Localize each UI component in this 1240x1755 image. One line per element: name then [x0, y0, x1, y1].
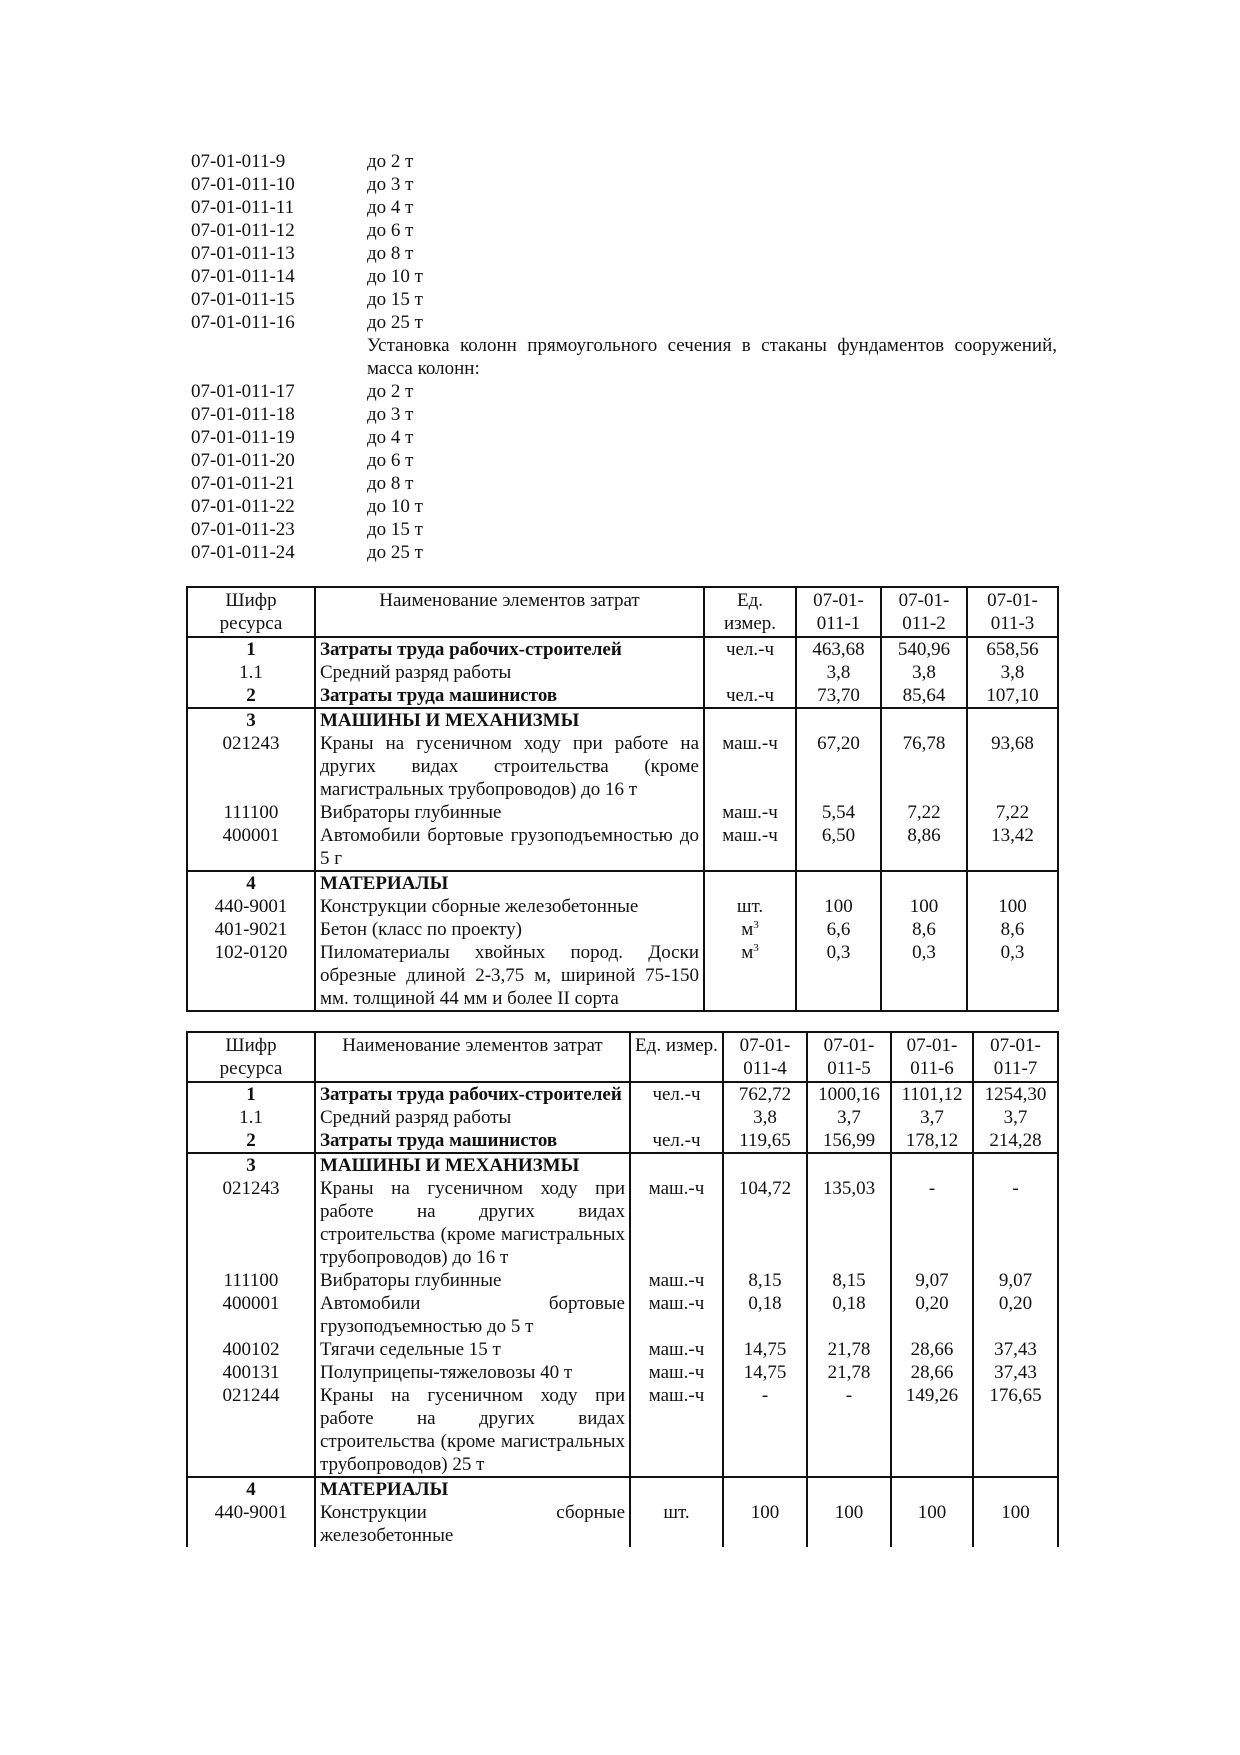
unit-text: м: [741, 942, 754, 963]
cost-element-name: МАШИНЫ И МЕХАНИЗМЫ: [315, 1153, 630, 1177]
norm-value: [796, 871, 881, 895]
norm-value: 0,18: [807, 1292, 891, 1338]
unit-of-measure: [704, 941, 796, 1011]
resource-code: 021244: [187, 1384, 315, 1477]
table-header-row: [187, 1032, 1058, 1082]
cost-element-name: Затраты труда рабочих-строителей: [315, 637, 704, 661]
cost-element-name: Бетон (класс по проекту): [315, 918, 704, 941]
unit-of-measure: [704, 708, 796, 732]
unit-of-measure: [630, 1384, 723, 1477]
norm-value: 8,6: [881, 918, 967, 941]
norm-mass: до 8 т: [367, 473, 414, 494]
norm-value: 3,7: [807, 1106, 891, 1129]
norm-code: 07-01-011-20: [191, 450, 295, 471]
unit-text: маш.-ч: [722, 733, 778, 754]
norm-code: 07-01-011-22: [191, 496, 295, 517]
table-row: [187, 1269, 1058, 1292]
cost-element-name: Автомобили бортовые грузоподъемностью до 5 г: [315, 824, 704, 871]
norm-code: 07-01-011-23: [191, 519, 295, 540]
norm-value: 100: [891, 1501, 973, 1547]
resource-code: 111100: [187, 1269, 315, 1292]
cost-table-2: [186, 1031, 1059, 1547]
table-row: [187, 1292, 1058, 1338]
unit-text: чел.-ч: [725, 685, 775, 706]
unit-superscript: 3: [753, 919, 759, 931]
norm-value: [967, 708, 1058, 732]
resource-code: 401-9021: [187, 918, 315, 941]
unit-text: маш.-ч: [722, 802, 778, 823]
resource-code: 3: [187, 1153, 315, 1177]
norm-value: 28,66: [891, 1338, 973, 1361]
resource-code: 021243: [187, 1177, 315, 1269]
cost-element-name: Средний разряд работы: [315, 1106, 630, 1129]
cost-element-name: Конструкции сборные железобетонные: [315, 1501, 630, 1547]
norm-code: 07-01-011-14: [191, 266, 295, 287]
header-resource-code: Шифр ресурса: [187, 587, 315, 637]
norm-mass: до 6 т: [367, 220, 414, 241]
cost-table-1: [186, 586, 1059, 1012]
materials-section: [187, 1477, 1058, 1547]
norm-value: 9,07: [891, 1269, 973, 1292]
table-row: [187, 684, 1058, 708]
norm-mass: до 15 т: [367, 289, 423, 310]
unit-of-measure: [630, 1361, 723, 1384]
norm-value: [796, 708, 881, 732]
norm-code: 07-01-011-9: [191, 151, 286, 172]
table-row: [187, 918, 1058, 941]
norm-value: 104,72: [723, 1177, 807, 1269]
norm-value: 37,43: [973, 1361, 1058, 1384]
norm-mass: до 25 т: [367, 542, 423, 563]
norm-value: 463,68: [796, 637, 881, 661]
norm-value: [723, 1153, 807, 1177]
norm-value: 6,6: [796, 918, 881, 941]
unit-text: маш.-ч: [648, 1385, 705, 1406]
cost-element-name: Средний разряд работы: [315, 661, 704, 684]
code-list-item: [191, 380, 1057, 403]
unit-of-measure: [630, 1106, 723, 1129]
norm-value: 156,99: [807, 1129, 891, 1153]
norm-value: 107,10: [967, 684, 1058, 708]
norm-value: [891, 1477, 973, 1501]
resource-code: 4: [187, 1477, 315, 1501]
norm-value: 100: [967, 895, 1058, 918]
resource-code: 440-9001: [187, 1501, 315, 1547]
norm-value: 6,50: [796, 824, 881, 871]
section-heading-row: [187, 708, 1058, 732]
norm-value: 100: [723, 1501, 807, 1547]
section-caption: Установка колонн прямоугольного сечения в стаканы фундаментов сооружений, масса колонн:: [367, 335, 1057, 379]
header-norm-column: 07-01-011-4: [723, 1032, 807, 1082]
unit-of-measure: [704, 637, 796, 661]
table-row: [187, 1106, 1058, 1129]
section-heading-row: [187, 1153, 1058, 1177]
norm-value: 762,72: [723, 1082, 807, 1106]
code-list-item: [191, 449, 1057, 472]
norm-value: 3,8: [796, 661, 881, 684]
norm-mass: до 3 т: [367, 174, 414, 195]
norm-value: 135,03: [807, 1177, 891, 1269]
unit-of-measure: [630, 1338, 723, 1361]
norm-mass: до 10 т: [367, 496, 423, 517]
norm-value: 0,3: [796, 941, 881, 1011]
norm-value: 1000,16: [807, 1082, 891, 1106]
norm-code: 07-01-011-11: [191, 197, 295, 218]
unit-text: маш.-ч: [722, 825, 778, 846]
norm-mass: до 6 т: [367, 450, 414, 471]
norm-mass: до 15 т: [367, 519, 423, 540]
norm-value: 8,15: [807, 1269, 891, 1292]
resource-code: 440-9001: [187, 895, 315, 918]
resource-code: 1: [187, 637, 315, 661]
norm-value: 100: [796, 895, 881, 918]
code-list-item: [191, 518, 1057, 541]
unit-of-measure: [704, 661, 796, 684]
cost-element-name: Краны на гусеничном ходу при работе на других видах строительства (кроме магистральных трубопроводов) до 16 т: [315, 732, 704, 801]
resource-code: 400001: [187, 824, 315, 871]
resource-code: 2: [187, 684, 315, 708]
cost-element-name: Затраты труда машинистов: [315, 1129, 630, 1153]
resource-code: 400001: [187, 1292, 315, 1338]
norm-value: 3,8: [881, 661, 967, 684]
code-list-item: [191, 426, 1057, 449]
unit-of-measure: [630, 1269, 723, 1292]
cost-element-name: Краны на гусеничном ходу при работе на других видах строительства (кроме магистральных трубопроводов) до 16 т: [315, 1177, 630, 1269]
unit-text: маш.-ч: [648, 1293, 705, 1314]
norm-value: 67,20: [796, 732, 881, 801]
norm-value: 7,22: [967, 801, 1058, 824]
norm-value: 3,7: [973, 1106, 1058, 1129]
resource-code: 021243: [187, 732, 315, 801]
norm-mass: до 4 т: [367, 197, 414, 218]
norm-value: 100: [807, 1501, 891, 1547]
norm-value: 3,8: [723, 1106, 807, 1129]
norm-value: 7,22: [881, 801, 967, 824]
resource-code: 102-0120: [187, 941, 315, 1011]
norm-value: 3,8: [967, 661, 1058, 684]
section-heading-row: [187, 1477, 1058, 1501]
norm-value: 8,6: [967, 918, 1058, 941]
norm-value: 119,65: [723, 1129, 807, 1153]
cost-element-name: Краны на гусеничном ходу при работе на других видах строительства (кроме магистральных трубопроводов) 25 т: [315, 1384, 630, 1477]
norm-code: 07-01-011-10: [191, 174, 295, 195]
unit-text: чел.-ч: [725, 639, 775, 660]
code-list-item: [191, 472, 1057, 495]
cost-element-name: Автомобили бортовые грузоподъемностью до 5 т: [315, 1292, 630, 1338]
unit-of-measure: [630, 1082, 723, 1106]
resource-code: 2: [187, 1129, 315, 1153]
cost-element-name: Затраты труда машинистов: [315, 684, 704, 708]
norm-value: 8,15: [723, 1269, 807, 1292]
header-cost-element: Наименование элементов затрат: [315, 587, 704, 637]
norm-value: 14,75: [723, 1361, 807, 1384]
unit-of-measure: [630, 1477, 723, 1501]
norm-value: [891, 1153, 973, 1177]
table-row: [187, 1338, 1058, 1361]
table-header-row: [187, 587, 1058, 637]
header-norm-column: 07-01-011-1: [796, 587, 881, 637]
code-list-item: [191, 196, 1057, 219]
table-row: [187, 941, 1058, 1011]
cost-element-name: Тягачи седельные 15 т: [315, 1338, 630, 1361]
norm-value: [723, 1477, 807, 1501]
norm-code: 07-01-011-13: [191, 243, 295, 264]
unit-of-measure: [704, 684, 796, 708]
table-row: [187, 801, 1058, 824]
unit-of-measure: [704, 895, 796, 918]
norm-value: [807, 1477, 891, 1501]
norm-value: 100: [973, 1501, 1058, 1547]
norm-mass: до 25 т: [367, 312, 423, 333]
unit-of-measure: [630, 1129, 723, 1153]
norm-code: 07-01-011-21: [191, 473, 295, 494]
code-list-item: [191, 288, 1057, 311]
unit-of-measure: [704, 801, 796, 824]
table-row: [187, 1082, 1058, 1106]
cost-element-name: Конструкции сборные железобетонные: [315, 895, 704, 918]
norm-value: 540,96: [881, 637, 967, 661]
norm-value: [881, 871, 967, 895]
norm-value: 73,70: [796, 684, 881, 708]
header-resource-code: Шифр ресурса: [187, 1032, 315, 1082]
unit-text: маш.-ч: [648, 1178, 705, 1199]
table-row: [187, 1501, 1058, 1547]
norm-code: 07-01-011-18: [191, 404, 295, 425]
norm-value: [807, 1153, 891, 1177]
norm-value: 8,86: [881, 824, 967, 871]
norm-mass: до 8 т: [367, 243, 414, 264]
norm-value: 0,20: [973, 1292, 1058, 1338]
norm-value: 0,3: [881, 941, 967, 1011]
cost-element-name: МАТЕРИАЛЫ: [315, 1477, 630, 1501]
norm-mass: до 3 т: [367, 404, 414, 425]
table-row: [187, 661, 1058, 684]
unit-text: чел.-ч: [652, 1130, 701, 1151]
table-row: [187, 895, 1058, 918]
norm-value: 5,54: [796, 801, 881, 824]
norm-value: 214,28: [973, 1129, 1058, 1153]
norm-value: 176,65: [973, 1384, 1058, 1477]
table-row: [187, 1177, 1058, 1269]
norm-value: 28,66: [891, 1361, 973, 1384]
norm-value: 37,43: [973, 1338, 1058, 1361]
norm-value: 21,78: [807, 1338, 891, 1361]
norm-value: 9,07: [973, 1269, 1058, 1292]
norm-value: -: [891, 1177, 973, 1269]
table-row: [187, 1361, 1058, 1384]
norm-value: 1101,12: [891, 1082, 973, 1106]
norm-value: 149,26: [891, 1384, 973, 1477]
unit-text: шт.: [736, 896, 764, 917]
norm-value: -: [807, 1384, 891, 1477]
header-norm-column: 07-01-011-6: [891, 1032, 973, 1082]
header-norm-column: 07-01-011-3: [967, 587, 1058, 637]
cost-element-name: Вибраторы глубинные: [315, 1269, 630, 1292]
norm-value: 13,42: [967, 824, 1058, 871]
resource-code: 400102: [187, 1338, 315, 1361]
unit-text: маш.-ч: [648, 1362, 705, 1383]
unit-text: маш.-ч: [648, 1270, 705, 1291]
norm-value: 0,20: [891, 1292, 973, 1338]
norm-code: 07-01-011-17: [191, 381, 295, 402]
header-norm-column: 07-01-011-2: [881, 587, 967, 637]
norm-value: 93,68: [967, 732, 1058, 801]
norm-value: 14,75: [723, 1338, 807, 1361]
cost-element-name: Затраты труда рабочих-строителей: [315, 1082, 630, 1106]
unit-of-measure: [630, 1292, 723, 1338]
resource-code: 111100: [187, 801, 315, 824]
unit-of-measure: [704, 824, 796, 871]
unit-of-measure: [630, 1501, 723, 1547]
code-list-item: [191, 403, 1057, 426]
norm-value: 100: [881, 895, 967, 918]
norm-value: [881, 708, 967, 732]
norm-value: 85,64: [881, 684, 967, 708]
norm-value: -: [973, 1177, 1058, 1269]
resource-code: 4: [187, 871, 315, 895]
norm-code: 07-01-011-15: [191, 289, 295, 310]
norm-code: 07-01-011-24: [191, 542, 295, 563]
unit-text: чел.-ч: [652, 1084, 701, 1105]
norm-value: 3,7: [891, 1106, 973, 1129]
norm-value: 76,78: [881, 732, 967, 801]
header-norm-column: 07-01-011-5: [807, 1032, 891, 1082]
norm-code: 07-01-011-12: [191, 220, 295, 241]
norm-value: -: [723, 1384, 807, 1477]
resource-code: 1: [187, 1082, 315, 1106]
unit-superscript: 3: [753, 942, 759, 954]
norm-mass: до 10 т: [367, 266, 423, 287]
table-row: [187, 1129, 1058, 1153]
table-row: [187, 824, 1058, 871]
norm-code-list: [191, 150, 1057, 564]
norm-value: 1254,30: [973, 1082, 1058, 1106]
norm-mass: до 4 т: [367, 427, 414, 448]
code-list-item: [191, 495, 1057, 518]
header-cost-element: Наименование элементов затрат: [315, 1032, 630, 1082]
resource-code: 3: [187, 708, 315, 732]
cost-element-name: Пиломатериалы хвойных пород. Доски обрезные длиной 2-3,75 м, шириной 75-150 мм. толщиной 44 мм и более II сорта: [315, 941, 704, 1011]
unit-text: м: [741, 919, 754, 940]
unit-text: маш.-ч: [648, 1339, 705, 1360]
section-heading-row: [187, 871, 1058, 895]
materials-section: [187, 871, 1058, 1011]
unit-of-measure: [630, 1177, 723, 1269]
code-list-item: [191, 219, 1057, 242]
header-norm-column: 07-01-011-7: [973, 1032, 1058, 1082]
header-unit: Ед. измер.: [630, 1032, 723, 1082]
unit-of-measure: [704, 871, 796, 895]
unit-of-measure: [704, 918, 796, 941]
cost-element-name: МАТЕРИАЛЫ: [315, 871, 704, 895]
code-list-item: [191, 173, 1057, 196]
norm-mass: до 2 т: [367, 381, 414, 402]
unit-of-measure: [630, 1153, 723, 1177]
resource-code: 1.1: [187, 1106, 315, 1129]
norm-code: 07-01-011-19: [191, 427, 295, 448]
resource-code: 400131: [187, 1361, 315, 1384]
code-list-item: [191, 242, 1057, 265]
code-list-item: [191, 150, 1057, 173]
norm-value: 178,12: [891, 1129, 973, 1153]
code-list-item: [191, 265, 1057, 288]
norm-value: 0,18: [723, 1292, 807, 1338]
table-row: [187, 732, 1058, 801]
unit-text: шт.: [663, 1502, 690, 1523]
table-row: [187, 1384, 1058, 1477]
code-list-item: [191, 541, 1057, 564]
table-row: [187, 637, 1058, 661]
unit-of-measure: [704, 732, 796, 801]
cost-element-name: Полуприцепы-тяжеловозы 40 т: [315, 1361, 630, 1384]
norm-value: 21,78: [807, 1361, 891, 1384]
code-list-item: [191, 311, 1057, 334]
machines-section: [187, 708, 1058, 871]
labor-section: [187, 637, 1058, 708]
labor-section: [187, 1082, 1058, 1153]
norm-value: [973, 1153, 1058, 1177]
resource-code: 1.1: [187, 661, 315, 684]
cost-element-name: МАШИНЫ И МЕХАНИЗМЫ: [315, 708, 704, 732]
norm-mass: до 2 т: [367, 151, 414, 172]
header-unit: Ед. измер.: [704, 587, 796, 637]
machines-section: [187, 1153, 1058, 1477]
norm-value: 0,3: [967, 941, 1058, 1011]
norm-value: 658,56: [967, 637, 1058, 661]
norm-value: [967, 871, 1058, 895]
norm-value: [973, 1477, 1058, 1501]
norm-code: 07-01-011-16: [191, 312, 295, 333]
cost-element-name: Вибраторы глубинные: [315, 801, 704, 824]
